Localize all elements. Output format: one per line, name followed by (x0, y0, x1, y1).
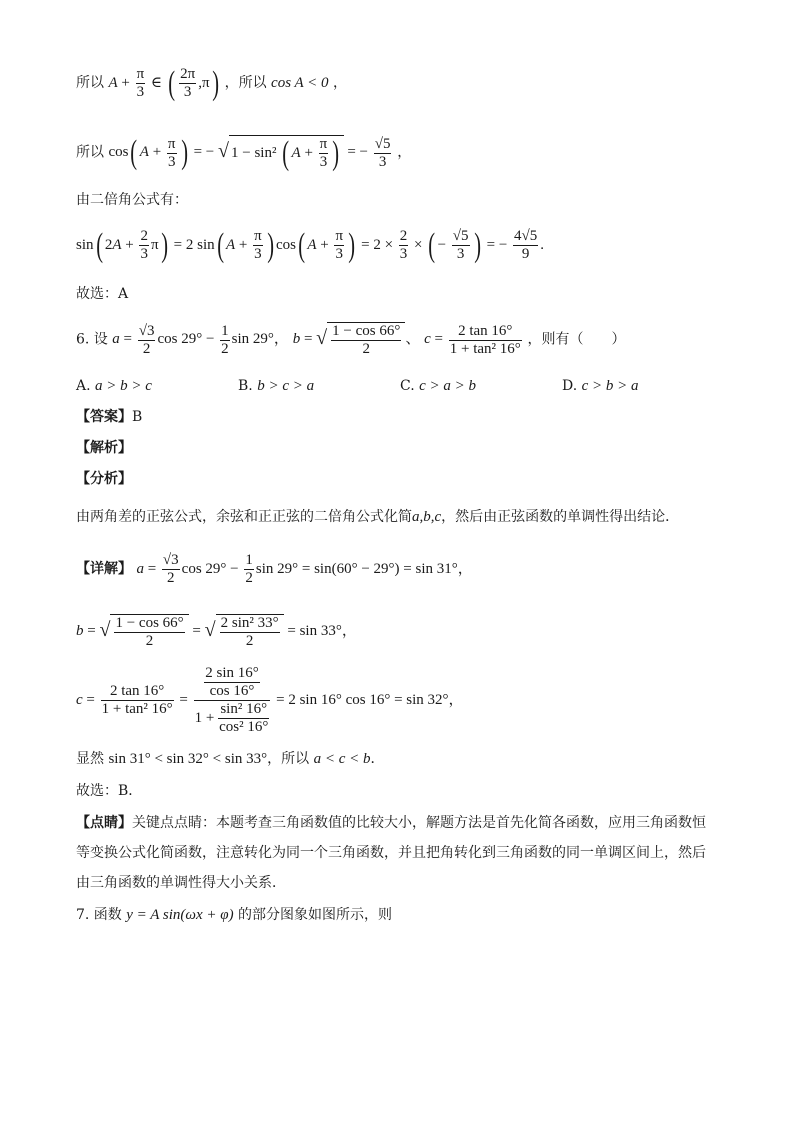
option-c[interactable] (400, 376, 476, 396)
detail-tag: 【详解】 (76, 560, 132, 577)
option-value: c > b > a (581, 378, 639, 394)
option-d[interactable] (562, 376, 639, 396)
text: 故选：A (76, 286, 129, 302)
fenxi-tag: 【分析】 (76, 471, 132, 487)
analysis-line (76, 438, 132, 458)
obvious-line (76, 749, 385, 769)
text: 由二倍角公式有： (76, 192, 188, 208)
text: ． (370, 751, 385, 767)
option-label: C. (400, 378, 415, 394)
option-a[interactable] (76, 376, 152, 396)
detail-a (76, 552, 473, 587)
fenxi-text (76, 507, 679, 527)
text: 故选：B． (76, 783, 143, 799)
option-label: D. (562, 378, 578, 394)
text: ，所以 (224, 74, 267, 91)
math-text: = sin 33°， (287, 623, 357, 640)
math-inline: y = A sin(ωx + φ) (126, 907, 234, 923)
math-expression: A + $\frac{\pi}{3}$ ∈ ( $\frac{2\pi}{3}$ ,π) (108, 64, 219, 102)
question-6 (76, 322, 626, 358)
math-text: = 2 sin 16° cos 16° = sin 32°， (276, 691, 464, 708)
option-value: c > a > b (419, 378, 477, 394)
question-label: 7. 函数 (76, 907, 122, 923)
math-expression: sin( 2A + $\frac{2}{3}$ π) = 2 sin( A + $\frac{\pi}{3}$ ) cos( A + $\frac{\pi}{3}$ ) = 2 × $\frac{2}{3}$ × ( − $\frac{√5}{3}$ ) = − $\frac{4√5}{9}$ . (76, 226, 545, 264)
math-text: cos 29° − (181, 560, 243, 577)
option-value: b > c > a (257, 378, 315, 394)
question-7 (76, 905, 392, 925)
math-expression: cos( A + $\frac{\pi}{3}$ ) = − √ 1 − sin² ( A + $\frac{\pi}{3}$ ) = − $\frac{√5}{3}$ (108, 134, 391, 172)
option-value: a > b > c (95, 378, 152, 394)
math-text: sin 29° = sin(60° − 29°) = sin 31°， (255, 560, 473, 577)
dianjing-text: 关键点点睛：本题考查三角函数值的比较大小，解题方法是首先化简各函数，应用三角函数恒等变换公式化简函数，注意转化为同一个三角函数，并且把角转化到三角函数的同一单调区间上，然后由三角函数的单调性得大小关系． (76, 815, 706, 891)
math-inline: cos A < 0 (271, 74, 329, 91)
math-expression: a = $\frac{√3}{2}$ cos 29° − $\frac{1}{2}$ sin 29° = sin(60° − 29°) = sin 31°， (136, 552, 473, 586)
dianjing-paragraph (76, 808, 716, 898)
line-3 (76, 190, 188, 210)
math-expression: c = $\frac{2 \tan 16^\circ}{\text{1 + tan² 16°}}$ = $\frac{2 \sin 16^\circ}{\cos 16^\circ}$ 1 + $\frac{\text{sin² 16°}}{\text{cos² 16°}}$ = 2 sin 16° cos 16° = sin 32°， (76, 665, 464, 735)
line-2 (76, 135, 411, 171)
text: ，所以 (267, 751, 310, 767)
option-label: B. (238, 378, 253, 394)
math-inline: a,b,c (412, 509, 442, 525)
fenxi-line (76, 469, 132, 489)
text: ， (333, 74, 347, 91)
option-b[interactable] (238, 376, 314, 396)
detail-b (76, 614, 357, 650)
math-inline: sin 31° < sin 32° < sin 33° (108, 751, 268, 767)
math-expression: a = $\frac{√3}{2}$ cos 29° − $\frac{1}{2}$ sin 29°， b = √ $\frac{1 - \cos 66^\circ}{2}$ 、 c = $\frac{2 \tan 16^\circ}{\text{1 + tan² 16°}}$ (112, 322, 521, 357)
line-5 (76, 284, 128, 304)
math-inline: a < c < b (313, 751, 371, 767)
text: 所以 (76, 144, 104, 161)
line-4 (76, 228, 544, 263)
text: 所以 (76, 74, 104, 91)
text: ，则有（ ） (527, 331, 626, 348)
line-1 (76, 66, 347, 101)
detail-c (76, 665, 464, 736)
text: 显然 (76, 751, 104, 767)
question-label: 6. 设 (76, 331, 108, 348)
choose-b-line (76, 781, 142, 801)
option-label: A. (76, 378, 91, 394)
text: ，然后由正弦函数的单调性得出结论． (441, 509, 680, 525)
dianjing-tag: 【点睛】 (76, 815, 132, 831)
answer-line (76, 407, 142, 427)
text: ， (397, 144, 412, 161)
text: 由两角差的正弦公式，余弦和正正弦的二倍角公式化简 (76, 509, 412, 525)
answer-value: B (132, 409, 143, 425)
text: 的部分图象如图所示，则 (238, 907, 393, 923)
answer-tag: 【答案】 (76, 409, 132, 425)
math-expression: b = √ $\frac{1 - \cos 66^\circ}{2}$ = √ $\frac{\text{2 sin² 33°}}{2}$ = sin 33°， (76, 615, 357, 649)
analysis-tag: 【解析】 (76, 440, 132, 456)
